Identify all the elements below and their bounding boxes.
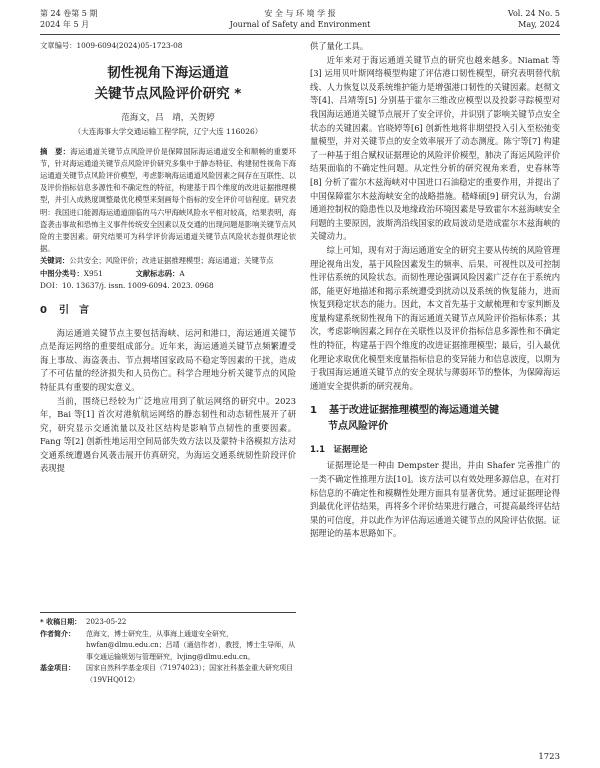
doc-value: A — [179, 268, 185, 278]
keywords-text: 公共安全；风险评价；改进证据推理模型；海运通道；关键节点 — [69, 256, 274, 266]
intro-paragraph-2: 当前，围绕已经较为广泛地应用到了航运网络的研究中。2023 年，Bai 等[1] 首次对港航航运网络的静态韧性和动态韧性展开了研究，研究显示交通流量以及社区结构是影响节点韧性的重要因素。Fang 等[2] 创新性地运用空间局部失效方法以及蒙特卡洛模拟方法对交通系统遭遇台风袭击展开仿真研究，为海运交通系统韧性阶段评价表现提 — [40, 395, 296, 474]
intro-heading-number: 0 — [40, 304, 47, 316]
intro-heading — [40, 303, 296, 319]
section-1-heading — [310, 403, 560, 435]
right-column — [310, 40, 560, 541]
header-center — [40, 8, 560, 30]
authors: 范海文，吕 靖，关贺婷 — [121, 112, 215, 123]
right-paragraph-1: 供了量化工具。 — [310, 41, 369, 51]
header-right — [508, 8, 560, 30]
journal-volume: 第 24 卷第 5 期 — [40, 9, 98, 18]
section-1-1-heading: 1.1 证据理论 — [310, 445, 368, 456]
footnote-value: 范海文，博士研究生，从事海上通道安全研究，hwfan@dlmu.edu.cn；吕靖（通信作者），教授，博士生导师，从事交通运输规划与管理研究，lvjing@dlmu.edu.cn。 — [86, 629, 296, 661]
journal-date: 2024 年 5 月 — [40, 20, 90, 29]
affiliation: （大连海事大学交通运输工程学院，辽宁大连 116026） — [73, 126, 263, 136]
footnote-row — [40, 617, 296, 629]
footnote-value: 国家自然科学基金项目（71974023）；国家社科基金重大研究项目（19VHQ012） — [86, 664, 294, 684]
date-en: May, 2024 — [518, 20, 560, 29]
section-1-title-line-1: 基于改进证据推理模型的海运通道关键 — [328, 405, 499, 417]
volume-en: Vol. 24 No. 5 — [507, 9, 560, 18]
title-line-2: 关键节点风险评价研究 * — [94, 85, 242, 102]
footnote-key: 基金项目： — [40, 664, 75, 673]
journal-name-cn: 安 全 与 环 境 学 报 — [264, 9, 336, 18]
journal-name-en: Journal of Safety and Environment — [229, 20, 371, 29]
right-paragraph-3: 综上可知，现有对于海运通道安全的研究主要从传统的风险管理理论视角出发，基于风险因素发生的频率、后果、可视性以及可控制性评估系统的风险状态。而韧性理论强调风险因素广泛存在于系统内部，能更好地描述和揭示系统遭受到扰动以及系统的恢复能力，进而恢复到稳定状态的能力。因此，本文首先基于文献梳理和专家判断及度量构建系统韧性视角下的海运通道关键节点风险评价指标体系；其次，考虑影响因素之间存在关联性以及评价指标信息多源性和不确定性的特征，构建基于四个维度的改进证据推理模型；最后，引入最优化理论求取优化模型来度量指标信息的变异能力和信息波度，以期为于我国海运通道关键节点的安全现状与薄弱环节的整体，为保障海运通道安全提供新的研究视角。 — [310, 244, 560, 391]
keywords-label: 关键词： — [40, 256, 70, 266]
paper-title — [40, 63, 296, 105]
abstract-label: 摘 要： — [40, 146, 71, 156]
page-number: 1723 — [538, 752, 560, 762]
section-1-number: 1 — [310, 405, 317, 417]
keywords — [40, 255, 296, 267]
section-1-title-line-2: 节点风险评价 — [328, 421, 388, 433]
article-number: 文章编号：1009-6094(2024)05-1723-08 — [40, 41, 183, 50]
left-column — [40, 40, 296, 476]
intro-paragraph-1: 海运通道关键节点主要包括海峡、运河和港口，海运通道关键节点是海运网络的重要组成部分。近年来，海运通道关键节点频繁遭受海上事故、海盗袭击、节点拥堵国家政局不稳定等因素的干扰，造成了不可估量的经济损失和人员伤亡。科学合理地分析关键节点的风险特征具有重要的现实意义。 — [40, 327, 296, 392]
footnote-row — [40, 663, 296, 686]
class-value: X951 — [83, 268, 103, 278]
footnote-key: * 收稿日期： — [40, 618, 82, 626]
footnote-value: 2023-05-22 — [86, 618, 127, 626]
abstract — [40, 146, 296, 256]
right-paragraph-2: 近年来对于海运通道关键节点的研究也越来越多。Niamat 等[3] 运用贝叶斯网络模型构建了评估港口韧性模型，研究表明替代航线、人力恢复以及系统维护能力是增强港口韧性的关键因素。赵彻文等[4]、吕靖等[5] 分别基于霍尔三维改应模型以及投影寻踪模型对我国海运通道关键节点展开了安全评价，并识别了影响关键节点安全状态的关键因素。官晓婷等[6] 创新性地将非期望投入引入至松弛变量模型，并对关键节点的安全效率展开了动态测度。陈宁等[7] 构建了一种基于组合赋权证据理论的风险评价模型，肺决了海运风险评价结果面临的不确定性问题。从定性分析的研究视角来看，史春林等[8] 分析了霍尔木兹海峡对中国进口石油稳定的重要作用，并提出了中国保障霍尔木兹海峡安全的战略措施。嵇峰硕[9] 研究认为，台湖通道控制权的隐患性以及地缘政治环境因素是导致霍尔木兹海峡安全问题的主要原因，波斯湾沿线国家的政局波动是造成霍尔木兹海峡的关键动力。 — [310, 54, 560, 242]
footnote — [40, 612, 296, 687]
footnote-row — [40, 629, 296, 664]
title-line-1: 韧性视角下海运通道 — [107, 64, 229, 81]
doc-label: 文献标志码： — [135, 268, 180, 278]
abstract-text: 海运通道关键节点风险评价是保障国际海运通道安全和顺畅的重要环节，针对海运通道关键节点风险评价研究多集中于静态特征、构建韧性视角下海运通道关键节点风险评价模型，考虑影响海运通道风险因素之间存在互联性、以及评价指标信息多源性和不确定性的特征，构建基于四个维度的改进证据推理模型，并引入成熟度调整最优化模型来刻画每个指标的安全评价可信程度。研究表明：我国进口能源海运通道面临的马六甲海峡风险水平相对较高，结果表明，海盗袭击事故和恐怖主义事件传统安全因素以及交通的出现问题是影响关键节点风险的主要因素。研究结果可为科学评价海运通道关键节点风险状态提供理论依据。 — [40, 146, 297, 254]
doi: DOI：10. 13637/j. issn. 1009-6094. 2023. 0968 — [40, 281, 214, 291]
classification-row — [40, 268, 296, 281]
right-paragraph-4: 证据理论是一种由 Dempster 提出，并由 Shafer 完善推广的一类不确定性推理方法[10]。该方法可以有效处理多源信息，在对打标信息的不确定性和模糊性处理方面具有显著优势。通过证据理论得到最优化评估结果，再将多个评价结果进行融合，可提高最终评估结果的可信度，并以此作为评估海运通道关键节点的风险评估依据。证据理论的基本思路如下。 — [310, 460, 560, 539]
footnote-key: 作者简介： — [40, 629, 75, 638]
class-label: 中图分类号： — [40, 268, 84, 278]
intro-heading-text: 引 言 — [58, 304, 89, 316]
running-header — [40, 8, 560, 35]
